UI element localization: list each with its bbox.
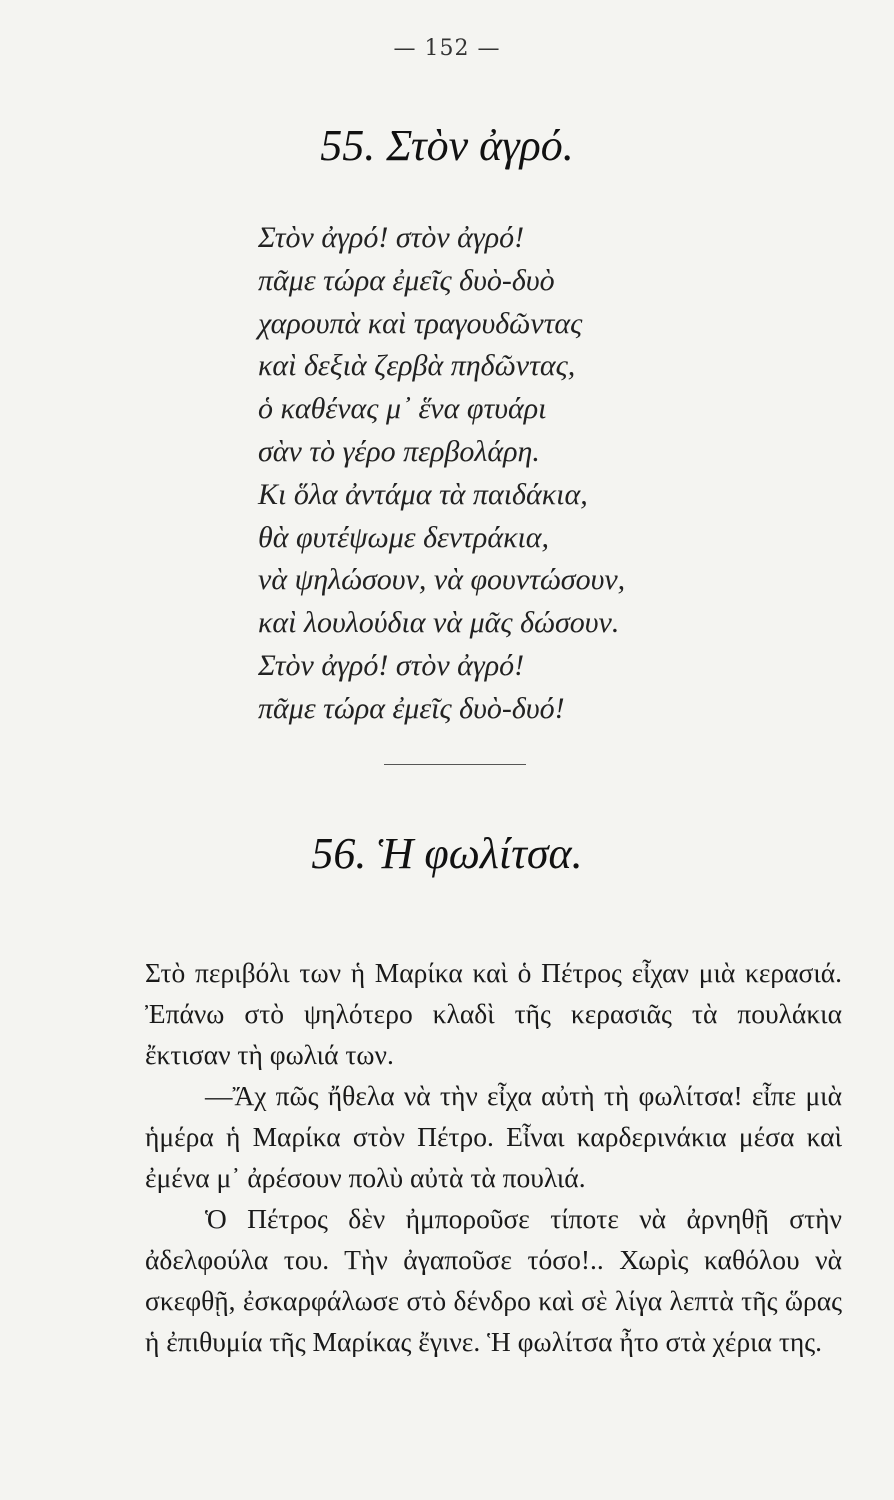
poem-line: χαρουπὰ καὶ τραγουδῶντας	[258, 306, 583, 340]
poem-line: Κι ὅλα ἀντάμα τὰ παιδάκια,	[258, 477, 588, 511]
section-56-title: 56. Ἡ φωλίτσα.	[311, 829, 583, 878]
poem-line: καὶ λουλούδια νὰ μᾶς δώσουν.	[258, 606, 620, 640]
poem-line: Στὸν ἀγρό! στὸν ἀγρό!	[258, 221, 525, 254]
poem-line: πᾶμε τώρα ἐμεῖς δυὸ-δυὸ	[258, 263, 555, 297]
poem-line: ὁ καθένας μ᾽ ἕνα φτυάρι	[258, 392, 547, 426]
paragraph: Ὁ Πέτρος δὲν ἠμποροῦσε τίποτε νὰ ἀρνηθῇ στὴν ἀδελφούλα του. Τὴν ἀγαποῦσε τόσο!.. Χωρὶς καθόλου νὰ σκεφθῇ, ἐσκαρφάλωσε στὸ δένδρο καὶ σὲ λίγα λεπτὰ τῆς ὥρας ἡ ἐπιθυμία τῆς Μαρίκας ἔγινε. Ἡ φωλίτσα ἦτο στὰ χέρια της.	[145, 1203, 842, 1357]
poem-line: σὰν τὸ γέρο περβολάρη.	[258, 434, 540, 468]
poem-line: νὰ ψηλώσουν, νὰ φουντώσουν,	[258, 563, 626, 597]
poem-line: πᾶμε τώρα ἐμεῖς δυὸ-δυό!	[258, 691, 565, 725]
paragraph: —Ἄχ πῶς ἤθελα νὰ τὴν εἶχα αὐτὴ τὴ φωλίτσα! εἶπε μιὰ ἡμέρα ἡ Μαρίκα στὸν Πέτρο. Εἶναι καρδερινάκια μέσα καὶ ἐμένα μ᾽ ἀρέσουν πολὺ αὐτὰ τὰ πουλιά.	[145, 1080, 842, 1193]
poem-line: Στὸν ἀγρό! στὸν ἀγρό!	[258, 648, 525, 682]
section-55-title: 55. Στὸν ἀγρό.	[320, 121, 574, 170]
story-text	[145, 952, 842, 1362]
poem-line: καὶ δεξιὰ ζερβὰ πηδῶντας,	[258, 349, 576, 383]
page-number: — 152 —	[393, 36, 501, 61]
poem	[258, 217, 625, 731]
section-divider	[384, 764, 526, 765]
poem-line: θὰ φυτέψωμε δεντράκια,	[258, 520, 550, 554]
paragraph: Στὸ περιβόλι των ἡ Μαρίκα καὶ ὁ Πέτρος εἶχαν μιὰ κερασιά. Ἐπάνω στὸ ψηλότερο κλαδὶ τῆς κερασιᾶς τὰ πουλάκια ἔκτισαν τὴ φωλιά των.	[145, 957, 842, 1070]
